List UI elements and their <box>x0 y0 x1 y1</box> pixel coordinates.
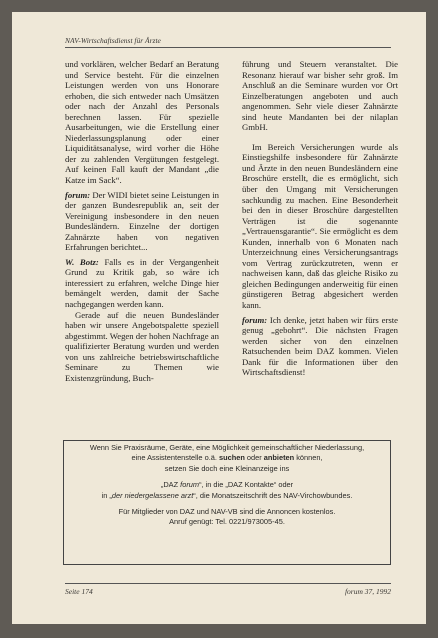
paragraph <box>242 142 398 311</box>
ad-text: “, in die „DAZ Kontakte“ oder <box>199 480 294 490</box>
paragraph-text: Der WIDI bietet seine Leistungen in der ganzen Bundesrepublik an, seit der Vereinigung insbesondere in den neuen Bundesländern. Einzelne der dortigen Zahnärzte haben von negativen Erfahrungen berichtet... <box>65 189 219 253</box>
page-number: Seite 174 <box>65 587 93 596</box>
right-column <box>242 59 398 378</box>
issue-label: forum 37, 1992 <box>344 587 391 596</box>
ad-text: in „ <box>101 490 112 500</box>
speaker-label: forum: <box>242 314 268 325</box>
ad-emphasis: anbieten <box>263 453 295 463</box>
paragraph-text: Gerade auf die neuen Bundesländer haben wir unsere Angebotspalette speziell abgestimmt. Wegen der hohen Nachfrage an qualifizierter Beratung wurden und werden von uns zahlreiche betriebswirtschaftliche Seminare zu Themen wie Existenzgründung, Buch- <box>65 309 220 383</box>
left-column <box>65 59 219 383</box>
ad-text: eine Assistentenstelle o.ä. <box>131 453 219 463</box>
classified-ad-box <box>63 440 391 565</box>
paragraph-text: führung und Steuern veranstaltet. Die Resonanz hierauf war bisher sehr groß. Im Anschluß an die Seminare wurden vor Ort Einzelberatungen angeboten und auch angenommen. Sehr viele dieser Zahnärzte sind heute Mandanten bei der nilaplan GmbH. <box>242 59 398 133</box>
ad-italic: forum <box>180 480 200 490</box>
paragraph <box>65 310 219 384</box>
paragraph <box>65 59 219 186</box>
paragraph-text: Falls es in der Vergangenheit Grund zu Kritik gab, so wäre ich interessiert zu erfahren, welche Dinge hier bemängelt werden, damit der Sache nachgegangen werden kann. <box>65 256 220 310</box>
paragraph-text: Im Bereich Versicherungen wurde als Einstiegshilfe insbesondere für Zahnärzte und Ärzte in den neuen Bundesländern eine Broschüre erstellt, die es ermöglicht, sich über den Umgang mit Versicherungen sachkundig zu machen. Eine Besonderheit bei den in dieser Broschüre dargestellten Verträgen ist die sogenannte „Vertrauensgarantie“. Sie ermöglicht es dem Kunden, innerhalb von 6 Monaten nach Unterzeichnung eines Versicherungsantrags vom Vertrag zurückzutreten, wenn er nachweisen kann, daß das gleiche Risiko zu gleichen Bedingungen anderweitig für einen günstigeren Betrag abgesichert werden kann. <box>242 141 398 311</box>
magazine-page <box>12 12 426 624</box>
paragraph <box>65 190 219 253</box>
paragraph <box>242 59 398 133</box>
running-header: NAV-Wirtschaftsdienst für Ärzte <box>65 36 161 45</box>
ad-line: Wenn Sie Praxisräume, Geräte, eine Möglichkeit gemeinschaftlicher Niederlassung, <box>89 443 365 452</box>
ad-text: “, die Monatszeitschrift des NAV-Virchowbundes. <box>193 490 353 500</box>
paragraph <box>65 257 219 310</box>
ad-line: Für Mitglieder von DAZ und NAV-VB sind die Annoncen kostenlos. <box>118 507 336 517</box>
ad-line: Anruf genügt: Tel. 0221/973005-45. <box>169 517 285 527</box>
paragraph <box>242 315 398 378</box>
speaker-label: forum: <box>65 189 91 200</box>
paragraph-text: und vorklären, welcher Bedarf an Beratung und Service besteht. Für die einzelnen Leistungen werden von uns Honorare erhoben, die sich entweder nach Umsätzen oder nach der Anzahl des Personals berechnen lassen. Für spezielle Ausarbeitungen, wie die Erstellung einer Niederlassungsplanung oder einer Liquiditätsanalyse, wird vorher die Höhe der zu zahlenden Vergütungen festgelegt. Auf keinen Fall kauft der Mandant „die Katze im Sack“. <box>65 59 219 186</box>
ad-line <box>64 453 390 463</box>
ad-line <box>64 491 390 501</box>
speaker-label: W. Botz: <box>65 256 99 267</box>
ad-emphasis: suchen <box>218 453 245 463</box>
ad-text: können, <box>294 453 323 463</box>
footer-rule <box>65 583 391 584</box>
ad-text: oder <box>244 453 264 463</box>
ad-line: setzen Sie doch eine Kleinanzeige ins <box>164 463 290 473</box>
ad-italic: der niedergelassene arzt <box>111 490 194 500</box>
ad-line <box>64 480 390 490</box>
paragraph-text: Ich denke, jetzt haben wir fürs erste genug „gebohrt“. Die nächsten Fragen werden sicher von den einzelnen Ratsuchenden beim DAZ kommen. Vielen Dank für die Informationen über den Wirtschaftsdienst! <box>242 314 398 378</box>
ad-text: „DAZ <box>160 480 181 490</box>
header-rule <box>65 47 391 48</box>
